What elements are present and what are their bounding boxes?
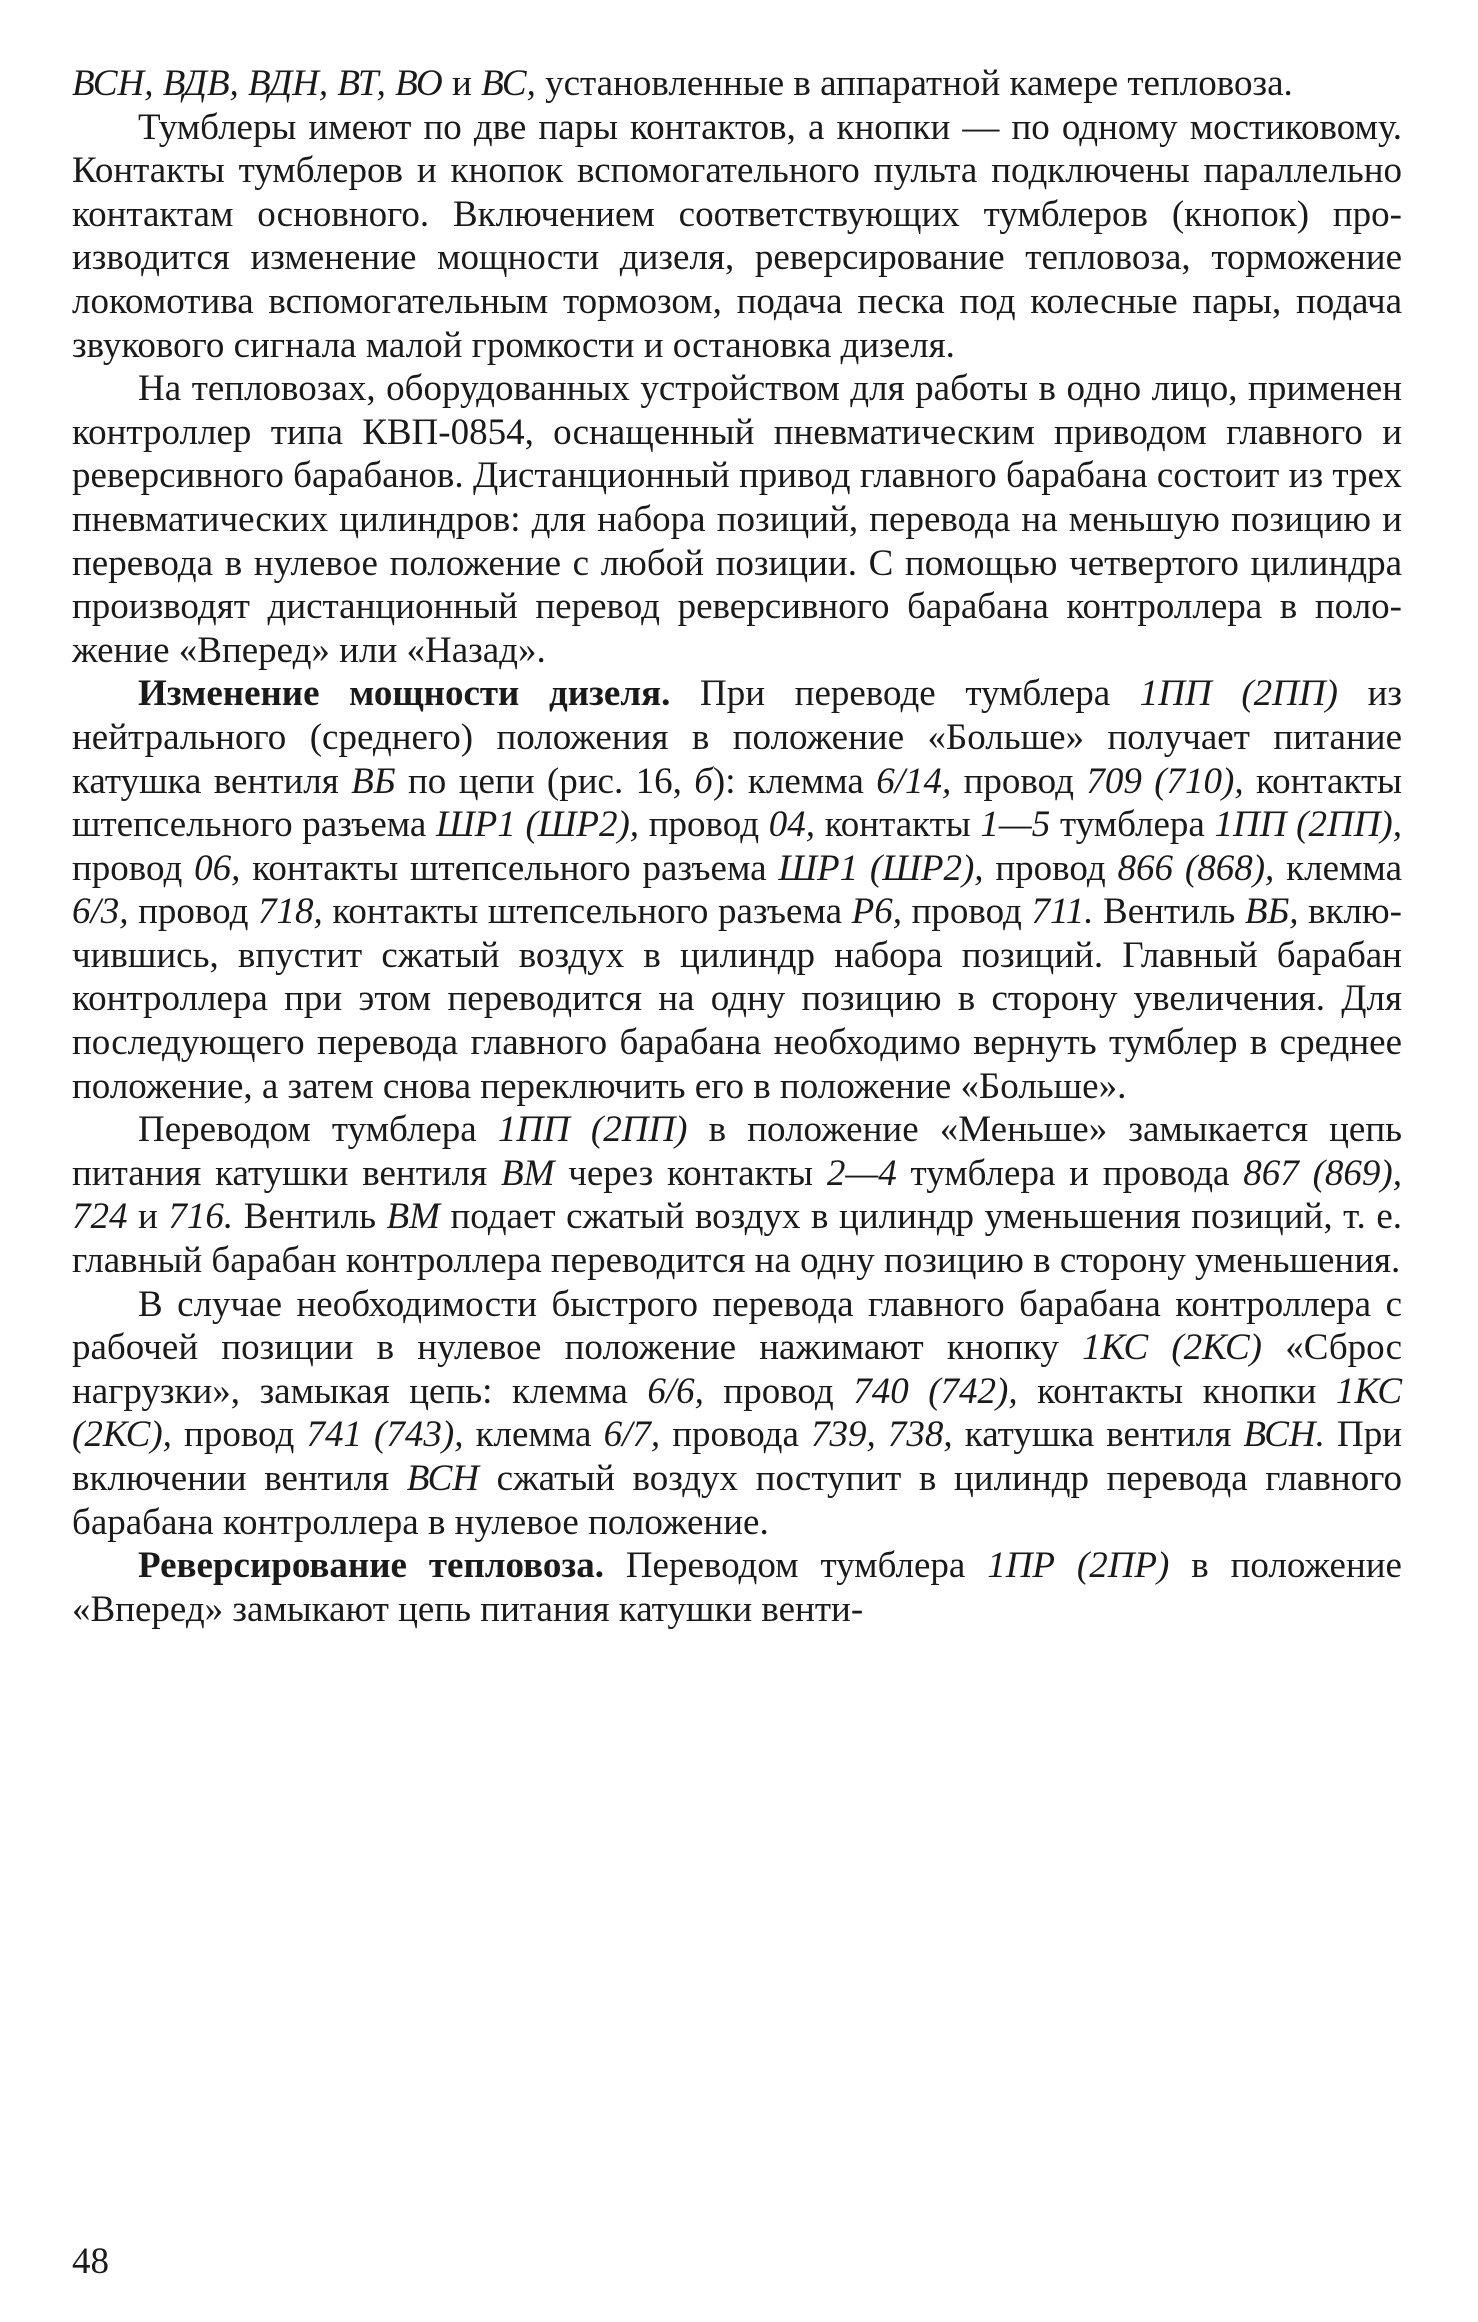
- italic-designation: ВБ,: [1244, 891, 1299, 933]
- italic-designation: 06,: [194, 847, 241, 889]
- italic-designation: 6/7,: [603, 1414, 661, 1456]
- text-run: Переводом тумблера: [603, 1545, 988, 1587]
- text-run: провод: [951, 760, 1087, 802]
- text-run: сжатый воздух поступит в цилиндр перевода главного барабана контроллера в нулевое положение.: [72, 1458, 1402, 1543]
- text-run: из нейтрального (среднего) положения в положение «Больше» получает питание катушка вентиля: [72, 673, 1402, 802]
- italic-designation: 2—4: [826, 1152, 897, 1194]
- paragraph-diesel-power: [72, 672, 1402, 1108]
- page-number: 48: [72, 2241, 109, 2282]
- text-run: В случае необходимости быстрого перевода главного барабана контроллера с рабочей позиции в нулевое положение нажимают кнопку: [72, 1283, 1402, 1369]
- italic-designation: 1КС (2КС): [1082, 1327, 1262, 1369]
- text-run: провод: [171, 1414, 307, 1456]
- italic-designation: 740 (742),: [853, 1370, 1018, 1412]
- text-run: клемма: [1274, 847, 1402, 889]
- italic-designation: 739, 738,: [811, 1414, 953, 1456]
- italic-designation: 709 (710),: [1086, 760, 1244, 802]
- paragraph-less-position: [72, 1108, 1402, 1282]
- text-run: в положение «Вперед» замыкают цепь питания катушки венти-: [72, 1545, 1402, 1630]
- italic-designation: ШР1 (ШР2),: [436, 804, 640, 846]
- text-run: контакты кнопки: [1017, 1370, 1336, 1412]
- italic-designation: ВМ: [500, 1152, 555, 1194]
- italic-designation: 1—5: [980, 804, 1051, 846]
- text-run: контакты штепсельного разъема: [72, 760, 1402, 846]
- text-run: Переводом тумблера: [138, 1109, 498, 1151]
- text-run: и: [442, 63, 482, 104]
- text-run: провод: [983, 847, 1118, 889]
- italic-designation: 1ПП (2ПП): [1139, 673, 1338, 715]
- text-run: катушка вентиля: [952, 1414, 1244, 1456]
- paragraph-load-reset: [72, 1283, 1402, 1545]
- text-run: провод: [639, 804, 769, 846]
- text-run: При переводе тумблера: [670, 673, 1140, 715]
- italic-designation: 716.: [168, 1196, 234, 1238]
- text-run: тумблера и провода: [896, 1152, 1244, 1194]
- italic-designation: ВС,: [481, 63, 536, 104]
- italic-designation: 1ПП (2ПП),: [1214, 804, 1402, 846]
- text-run: через контакты: [554, 1152, 827, 1194]
- text-run: контакты штепсельного разъема: [240, 847, 779, 889]
- italic-designation: 1КС (2КС),: [72, 1370, 1402, 1456]
- italic-designation: ВСН, ВДВ, ВДН, ВТ, ВО: [72, 63, 443, 104]
- italic-designation: ШР1 (ШР2),: [778, 847, 984, 889]
- text-run: контакты штепсельного разъема: [322, 891, 852, 933]
- text-run: На тепловозах, оборудованных устройством для работы в одно лицо, применен контроллер типа КВП-0854, оснащенный пневматическим приводом главного и реверсивного барабанов. Дистанционный привод главного барабана состоит из трех пневматических цилиндров: для набора позиций, перевода на меньшую позицию и перевода в нулевое положение с любой позиции. С помощью четвертого цилиндра производят дистанционный перевод реверсивного барабана контроллера в положение «Вперед» или «Назад».: [72, 368, 1402, 671]
- italic-designation: 711.: [1031, 891, 1094, 933]
- italic-designation: 1ПП (2ПП): [497, 1109, 688, 1151]
- page-body: [72, 62, 1402, 1631]
- text-run: тумблера: [1050, 804, 1215, 846]
- italic-designation: 6/6,: [647, 1370, 704, 1412]
- italic-designation: ВСН.: [1243, 1414, 1325, 1456]
- italic-designation: 741 (743),: [306, 1414, 464, 1456]
- text-run: в положение «Меньше» замыкается цепь питания катушки вентиля: [72, 1109, 1402, 1194]
- italic-designation: 04,: [768, 804, 815, 846]
- paragraph-3: [72, 367, 1402, 672]
- paragraph-2: [72, 106, 1402, 368]
- text-run: «Сброс нагрузки», замыкая цепь: клемма: [72, 1327, 1402, 1412]
- paragraph-1: [72, 62, 1402, 106]
- text-run: провод: [128, 891, 258, 933]
- italic-designation: б: [694, 760, 713, 802]
- paragraph-reversing: [72, 1544, 1402, 1631]
- italic-designation: ВСН: [406, 1458, 480, 1499]
- section-heading: Реверсирование тепловоза.: [138, 1545, 604, 1587]
- text-run: включившись, впустит сжатый воздух в цилиндр набора позиций. Главный барабан контроллера при этом переводится на одну позицию в сторону увеличения. Для последующего перевода главного барабана необходимо вернуть тумблер в среднее положение, а затем снова переключить его в положение «Больше».: [72, 891, 1402, 1107]
- text-run: подает сжатый воздух в цилиндр уменьшения позиций, т. е. главный барабан контроллера переводится на одну позицию в сторону уменьшения.: [72, 1196, 1402, 1282]
- text-run: ): клемма: [712, 760, 877, 802]
- italic-designation: 866 (868),: [1117, 847, 1275, 889]
- text-run: клемма: [463, 1414, 604, 1456]
- italic-designation: 718,: [257, 891, 323, 933]
- text-run: Вентиль: [233, 1196, 387, 1238]
- italic-designation: 6/14,: [876, 760, 952, 802]
- text-run: провод: [703, 1370, 854, 1412]
- text-run: Вентиль: [1093, 891, 1245, 933]
- text-run: и: [127, 1196, 169, 1238]
- text-run: провод: [902, 891, 1032, 933]
- italic-designation: 6/3,: [72, 891, 129, 933]
- text-run: контакты: [814, 804, 981, 846]
- text-run: по цепи (рис. 16,: [395, 760, 695, 802]
- italic-designation: 1ПР (2ПР): [987, 1545, 1170, 1587]
- text-run: провод: [72, 847, 195, 889]
- italic-designation: 867 (869), 724: [72, 1152, 1402, 1238]
- text-run: При включении вентиля: [72, 1414, 1402, 1499]
- text-run: установленные в аппаратной камере тепловоза.: [535, 63, 1293, 104]
- italic-designation: Р6,: [851, 891, 902, 933]
- italic-designation: ВМ: [386, 1196, 440, 1238]
- section-heading: Изменение мощности дизеля.: [138, 673, 671, 715]
- text-run: провода: [660, 1414, 812, 1456]
- text-run: Тумблеры имеют по две пары контактов, а кнопки — по одному мостиковому. Контакты тумблеров и кнопок вспомогательного пульта подключены параллельно контактам основного. Включением соответствующих тумблеров (кнопок) производится изменение мощности дизеля, реверсирование тепловоза, торможение локомотива вспомогательным тормозом, подача песка под колесные пары, подача звукового сигнала малой громкости и остановка дизеля.: [72, 106, 1402, 366]
- italic-designation: ВБ: [351, 760, 396, 802]
